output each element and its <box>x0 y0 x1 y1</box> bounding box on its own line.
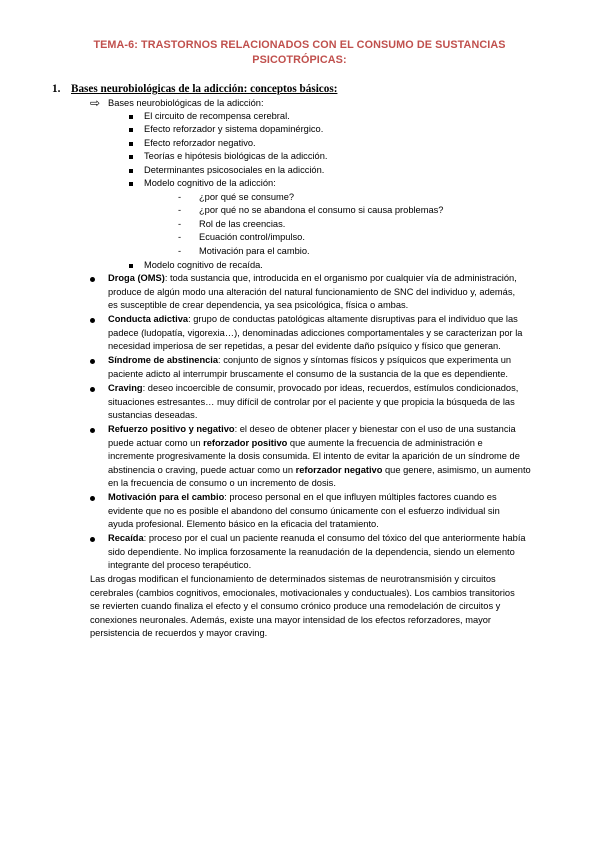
definition-recaida-line-3: integrante del proceso terapéutico. <box>108 560 252 570</box>
paragraph-line-2: cerebrales (cambios cognitivos, emocionales, motivacionales y conductuales). Los cambios transitorios <box>90 588 515 598</box>
bullet-icon <box>90 318 95 323</box>
definition-droga-line-1: Droga (OMS): toda sustancia que, introducida en el organismo por cualquier vía de administración, <box>108 273 517 283</box>
dash-bullet: - <box>178 192 182 202</box>
document-title <box>60 38 539 67</box>
definition-conducta-line-3: necesidad imperiosa de ser repetidas, a pesar del evidente daño psíquico y físico que generan. <box>108 341 501 351</box>
square-bullet-icon <box>129 264 133 268</box>
definition-conducta-line-2: padece (ludopatía, vigorexia…), denominadas adicciones comportamentales y se caracterizan por la <box>108 328 523 338</box>
definition-refuerzo-line-4: abstinencia o craving, puede actuar como un reforzador negativo que genere, asimismo, un aumento <box>108 465 531 475</box>
definition-motivacion-line-2: evidente que no es posible el abandono del consumo únicamente con el esfuerzo individual sin <box>108 506 500 516</box>
definition-sindrome-line-1: Síndrome de abstinencia: conjunto de signos y síntomas físicos y psíquicos que experimenta un <box>108 355 512 365</box>
title-line-1: TEMA-6: TRASTORNOS RELACIONADOS CON EL CONSUMO DE SUSTANCIAS <box>93 39 506 51</box>
definition-craving-line-1: Craving: deseo incoercible de consumir, provocado por ideas, recuerdos, estímulos condicionados, <box>108 383 519 393</box>
definition-motivacion-line-1: Motivación para el cambio: proceso personal en el que influyen múltiples factores cuando es <box>108 492 497 502</box>
definition-motivacion-line-3: ayuda profesional. Elemento básico en la eficacia del tratamiento. <box>108 519 379 529</box>
definition-refuerzo-line-5: en la frecuencia de consumo o un incremento de dosis. <box>108 478 336 488</box>
term-motivacion: Motivación para el cambio <box>108 492 225 502</box>
term-sindrome: Síndrome de abstinencia <box>108 355 219 365</box>
dash-item: ¿por qué no se abandona el consumo si causa problemas? <box>199 205 444 215</box>
square-item: El circuito de recompensa cerebral. <box>144 111 290 121</box>
definition-sindrome-line-2: paciente adicto al interrumpir bruscamente el consumo de la sustancia de la que es dependiente. <box>108 369 509 379</box>
bullet-icon <box>90 359 95 364</box>
paragraph-line-4: conexiones neuronales. Además, existe una mayor intensidad de los efectos reforzadores, mayor <box>90 615 492 625</box>
arrow-icon: ⇨ <box>90 96 101 110</box>
definition-recaida-line-2: sido dependiente. No implica forzosamente la reanudación de la dependencia, siendo un elemento <box>108 547 515 557</box>
square-item: Determinantes psicosociales en la adicción. <box>144 165 325 175</box>
definition-recaida-line-1: Recaída: proceso por el cual un paciente reanuda el consumo del tóxico del que anteriormente había <box>108 533 526 543</box>
definition-droga-line-2: produce de algún modo una alteración del natural funcionamiento de SNC del individuo y, además, <box>108 287 516 297</box>
term-conducta: Conducta adictiva <box>108 314 189 324</box>
term-craving: Craving <box>108 383 143 393</box>
square-item: Modelo cognitivo de la adicción: <box>144 178 276 188</box>
definition-conducta-line-1: Conducta adictiva: grupo de conductas patológicas altamente disruptivas para el individuo que las <box>108 314 518 324</box>
square-item: Efecto reforzador y sistema dopaminérgico. <box>144 124 324 134</box>
definition-refuerzo-line-3: incremente progresivamente la dosis consumida. El intento de evitar la aparición de un síndrome de <box>108 451 520 461</box>
square-bullet-icon <box>129 142 133 146</box>
dash-bullet: - <box>178 205 182 215</box>
square-bullet-icon <box>129 155 133 159</box>
dash-item: Motivación para el cambio. <box>199 246 310 256</box>
term-refuerzo: Refuerzo positivo y negativo <box>108 424 235 434</box>
definition-refuerzo-line-2: puede actuar como un reforzador positivo que aumente la frecuencia de administración e <box>108 438 483 448</box>
section-heading <box>52 82 337 96</box>
square-bullet-icon <box>129 128 133 132</box>
bullet-icon <box>90 428 95 433</box>
square-bullet-icon <box>129 115 133 119</box>
dash-bullet: - <box>178 219 182 229</box>
square-bullet-icon <box>129 169 133 173</box>
dash-item: ¿por qué se consume? <box>199 192 295 202</box>
section-number: 1. <box>52 83 61 95</box>
title-line-2: PSICOTRÓPICAS: <box>252 53 347 66</box>
dash-item: Rol de las creencias. <box>199 219 286 229</box>
dash-bullet: - <box>178 232 182 242</box>
section-heading-text: Bases neurobiológicas de la adicción: conceptos básicos: <box>71 83 338 95</box>
bullet-icon <box>90 537 95 542</box>
term-recaida: Recaída <box>108 533 144 543</box>
dash-bullet: - <box>178 246 182 256</box>
definition-droga-line-3: es susceptible de crear dependencia, ya sea psicológica, física o ambas. <box>108 300 409 310</box>
bullet-icon <box>90 496 95 501</box>
square-item: Teorías e hipótesis biológicas de la adicción. <box>144 151 328 161</box>
dash-item: Ecuación control/impulso. <box>199 232 305 242</box>
definition-refuerzo-line-1: Refuerzo positivo y negativo: el deseo de obtener placer y bienestar con el uso de una sustancia <box>108 424 516 434</box>
paragraph-line-1: Las drogas modifican el funcionamiento de determinados sistemas de neurotransmisión y circuitos <box>90 574 496 584</box>
term-droga: Droga (OMS) <box>108 273 165 283</box>
arrow-item: Bases neurobiológicas de la adicción: <box>108 98 264 108</box>
bullet-icon <box>90 387 95 392</box>
square-item: Efecto reforzador negativo. <box>144 138 256 148</box>
square-bullet-icon <box>129 182 133 186</box>
square-item: Modelo cognitivo de recaída. <box>144 260 263 270</box>
paragraph-line-5: persistencia de recuerdos y mayor craving. <box>90 628 268 638</box>
definition-craving-line-2: situaciones estresantes… muy difícil de controlar por el paciente y que propicia la búsqueda de las <box>108 397 515 407</box>
definition-craving-line-3: sustancias deseadas. <box>108 410 198 420</box>
bullet-icon <box>90 277 95 282</box>
paragraph-line-3: se revierten cuando finaliza el efecto y el consumo crónico produce una remodelación de circuitos y <box>90 601 501 611</box>
